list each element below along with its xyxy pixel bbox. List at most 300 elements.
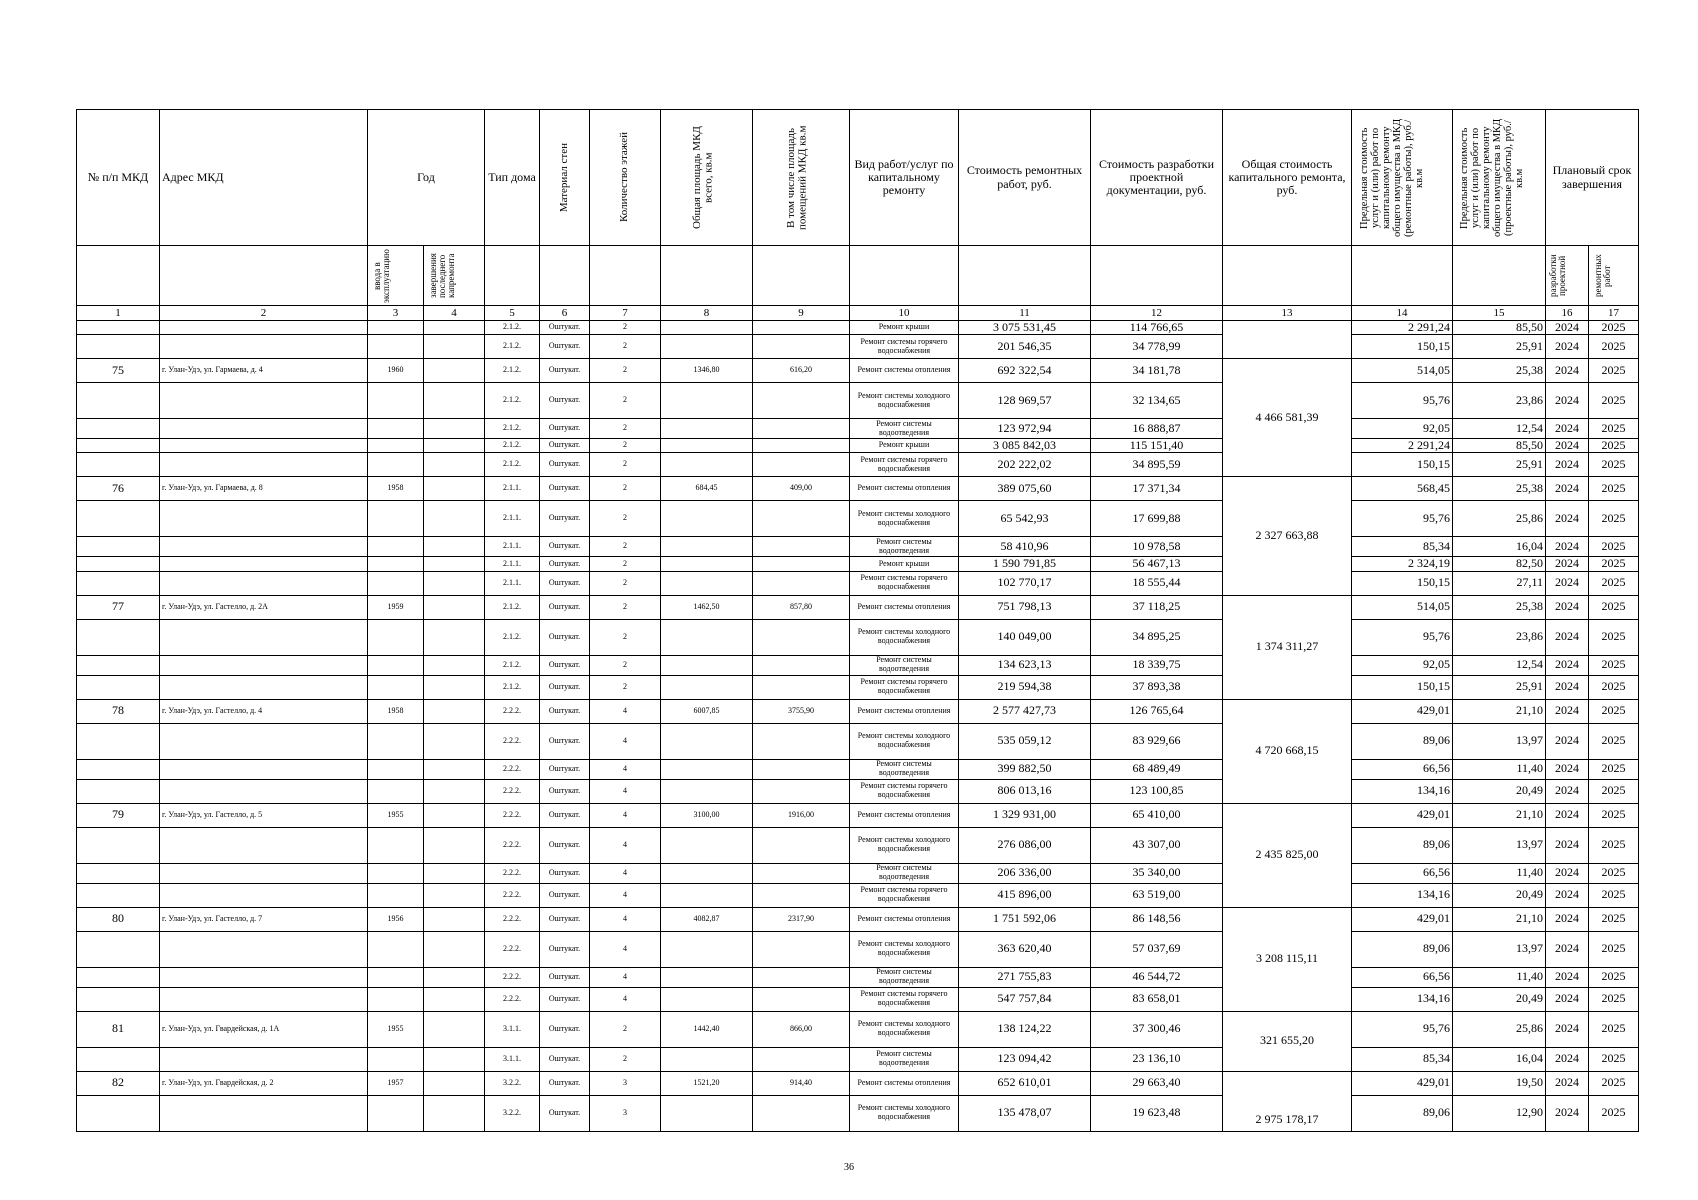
limit-cost-repair-cell: 66,56 (1352, 759, 1453, 779)
commission-year-cell: 1958 (368, 699, 424, 723)
address-cell (160, 779, 368, 803)
repair-cost-cell: 1 751 592,06 (959, 907, 1091, 931)
address-cell (160, 383, 368, 419)
house-type-cell: 2.1.2. (485, 419, 540, 439)
limit-cost-design-cell: 23,86 (1453, 619, 1546, 655)
total-cost-cell: 1 374 311,27 (1223, 595, 1352, 699)
house-type-cell: 2.2.2. (485, 759, 540, 779)
total-area-cell (661, 655, 753, 675)
floors-cell: 2 (590, 619, 661, 655)
work-type-cell: Ремонт крыши (850, 439, 959, 453)
floors-cell: 4 (590, 987, 661, 1011)
table-row (77, 501, 1639, 537)
address-cell (160, 931, 368, 967)
total-area-cell (661, 759, 753, 779)
floors-cell: 2 (590, 439, 661, 453)
last-repair-year-cell (424, 883, 485, 907)
design-deadline-cell: 2024 (1546, 383, 1589, 419)
work-type-cell: Ремонт системы водоотведения (850, 655, 959, 675)
repair-cost-cell: 128 969,57 (959, 383, 1091, 419)
mkd-number-cell (77, 439, 160, 453)
wall-material-cell: Оштукат. (540, 383, 590, 419)
repair-cost-cell: 65 542,93 (959, 501, 1091, 537)
repair-deadline-cell: 2025 (1589, 335, 1639, 359)
repair-cost-cell: 535 059,12 (959, 723, 1091, 759)
premises-area-cell (753, 827, 850, 863)
premises-area-cell (753, 383, 850, 419)
limit-cost-repair-cell: 66,56 (1352, 967, 1453, 987)
mkd-number-cell (77, 987, 160, 1011)
floors-cell: 4 (590, 699, 661, 723)
total-area-cell (661, 863, 753, 883)
last-repair-year-cell (424, 335, 485, 359)
commission-year-cell (368, 1095, 424, 1131)
wall-material-cell: Оштукат. (540, 699, 590, 723)
wall-material-cell: Оштукат. (540, 723, 590, 759)
work-type-cell: Ремонт системы горячего водоснабжения (850, 335, 959, 359)
total-cost-cell: 2 327 663,88 (1223, 477, 1352, 595)
header-wall-material: Материал стен (540, 110, 590, 246)
repair-deadline-cell: 2025 (1589, 967, 1639, 987)
design-deadline-cell: 2024 (1546, 723, 1589, 759)
premises-area-cell: 914,40 (753, 1071, 850, 1095)
work-type-cell: Ремонт системы горячего водоснабжения (850, 779, 959, 803)
limit-cost-design-cell: 19,50 (1453, 1071, 1546, 1095)
table-row (77, 619, 1639, 655)
mkd-number-cell (77, 571, 160, 595)
work-type-cell: Ремонт крыши (850, 321, 959, 335)
table-row (77, 699, 1639, 723)
limit-cost-design-cell: 20,49 (1453, 883, 1546, 907)
total-area-cell: 3100,00 (661, 803, 753, 827)
work-type-cell: Ремонт системы водоотведения (850, 537, 959, 557)
repair-cost-cell: 1 590 791,85 (959, 557, 1091, 571)
last-repair-year-cell (424, 477, 485, 501)
design-cost-cell: 34 895,59 (1091, 453, 1223, 477)
wall-material-cell: Оштукат. (540, 537, 590, 557)
column-number: 2 (160, 306, 368, 321)
house-type-cell: 2.2.2. (485, 803, 540, 827)
repair-deadline-cell: 2025 (1589, 501, 1639, 537)
repair-deadline-cell: 2025 (1589, 1071, 1639, 1095)
mkd-number-cell (77, 557, 160, 571)
header-premises-area: В том числе площадь помещений МКД кв.м (753, 110, 850, 246)
work-type-cell: Ремонт системы отопления (850, 595, 959, 619)
house-type-cell: 2.1.1. (485, 571, 540, 595)
repair-deadline-cell: 2025 (1589, 931, 1639, 967)
repair-cost-cell: 2 577 427,73 (959, 699, 1091, 723)
commission-year-cell (368, 723, 424, 759)
table-row (77, 723, 1639, 759)
limit-cost-design-cell: 25,38 (1453, 359, 1546, 383)
wall-material-cell: Оштукат. (540, 419, 590, 439)
mkd-number-cell (77, 383, 160, 419)
work-type-cell: Ремонт системы холодного водоснабжения (850, 1095, 959, 1131)
floors-cell: 4 (590, 803, 661, 827)
floors-cell: 3 (590, 1095, 661, 1131)
total-area-cell (661, 439, 753, 453)
repair-cost-cell: 276 086,00 (959, 827, 1091, 863)
commission-year-cell: 1956 (368, 907, 424, 931)
work-type-cell: Ремонт системы горячего водоснабжения (850, 453, 959, 477)
house-type-cell: 2.1.1. (485, 537, 540, 557)
address-cell: г. Улан-Удэ, ул. Гастелло, д. 7 (160, 907, 368, 931)
wall-material-cell: Оштукат. (540, 1071, 590, 1095)
address-cell (160, 827, 368, 863)
commission-year-cell: 1955 (368, 1011, 424, 1047)
table-row (77, 655, 1639, 675)
table-row (77, 595, 1639, 619)
limit-cost-repair-cell: 568,45 (1352, 477, 1453, 501)
limit-cost-design-cell: 16,04 (1453, 537, 1546, 557)
last-repair-year-cell (424, 699, 485, 723)
mkd-number-cell (77, 827, 160, 863)
premises-area-cell (753, 501, 850, 537)
address-cell (160, 655, 368, 675)
last-repair-year-cell (424, 453, 485, 477)
limit-cost-design-cell: 23,86 (1453, 383, 1546, 419)
wall-material-cell: Оштукат. (540, 453, 590, 477)
design-cost-cell: 56 467,13 (1091, 557, 1223, 571)
design-deadline-cell: 2024 (1546, 359, 1589, 383)
limit-cost-repair-cell: 134,16 (1352, 987, 1453, 1011)
design-deadline-cell: 2024 (1546, 675, 1589, 699)
design-deadline-cell: 2024 (1546, 759, 1589, 779)
address-cell: г. Улан-Удэ, ул. Гастелло, д. 5 (160, 803, 368, 827)
address-cell (160, 1047, 368, 1071)
house-type-cell: 2.2.2. (485, 827, 540, 863)
house-type-cell: 2.1.2. (485, 619, 540, 655)
table-row (77, 827, 1639, 863)
address-cell: г. Улан-Удэ, ул. Гастелло, д. 4 (160, 699, 368, 723)
design-cost-cell: 63 519,00 (1091, 883, 1223, 907)
commission-year-cell (368, 439, 424, 453)
wall-material-cell: Оштукат. (540, 335, 590, 359)
repair-cost-cell: 652 610,01 (959, 1071, 1091, 1095)
address-cell (160, 571, 368, 595)
house-type-cell: 2.2.2. (485, 779, 540, 803)
last-repair-year-cell (424, 723, 485, 759)
table-row (77, 907, 1639, 931)
limit-cost-repair-cell: 134,16 (1352, 779, 1453, 803)
address-cell: г. Улан-Удэ, ул. Гвардейская, д. 2 (160, 1071, 368, 1095)
commission-year-cell (368, 1047, 424, 1071)
floors-cell: 2 (590, 595, 661, 619)
mkd-number-cell (77, 1047, 160, 1071)
design-deadline-cell: 2024 (1546, 907, 1589, 931)
design-deadline-cell: 2024 (1546, 987, 1589, 1011)
address-cell (160, 453, 368, 477)
table-row (77, 321, 1639, 335)
repair-cost-cell: 3 075 531,45 (959, 321, 1091, 335)
repair-deadline-cell: 2025 (1589, 699, 1639, 723)
mkd-number-cell: 82 (77, 1071, 160, 1095)
design-deadline-cell: 2024 (1546, 557, 1589, 571)
table-row (77, 335, 1639, 359)
limit-cost-design-cell: 20,49 (1453, 987, 1546, 1011)
design-deadline-cell: 2024 (1546, 1095, 1589, 1131)
table-row (77, 863, 1639, 883)
limit-cost-design-cell: 20,49 (1453, 779, 1546, 803)
table-row (77, 537, 1639, 557)
limit-cost-design-cell: 13,97 (1453, 827, 1546, 863)
header-planned-completion: Плановый срок завершения (1546, 110, 1639, 246)
repair-cost-cell: 140 049,00 (959, 619, 1091, 655)
last-repair-year-cell (424, 595, 485, 619)
repair-deadline-cell: 2025 (1589, 675, 1639, 699)
premises-area-cell (753, 619, 850, 655)
floors-cell: 2 (590, 359, 661, 383)
premises-area-cell (753, 987, 850, 1011)
limit-cost-design-cell: 12,54 (1453, 419, 1546, 439)
design-cost-cell: 34 895,25 (1091, 619, 1223, 655)
column-number: 1 (77, 306, 160, 321)
header-limit-cost-design: Предельная стоимость услуг и (или) работ по капитальному ремонту общего имущества в МКД (проектные работы), руб./кв.м (1453, 110, 1546, 246)
limit-cost-design-cell: 25,86 (1453, 1011, 1546, 1047)
address-cell: г. Улан-Удэ, ул. Гармаева, д. 4 (160, 359, 368, 383)
limit-cost-design-cell: 85,50 (1453, 321, 1546, 335)
mkd-number-cell (77, 863, 160, 883)
limit-cost-repair-cell: 150,15 (1352, 675, 1453, 699)
premises-area-cell: 3755,90 (753, 699, 850, 723)
table-row (77, 477, 1639, 501)
commission-year-cell (368, 967, 424, 987)
house-type-cell: 2.1.2. (485, 321, 540, 335)
last-repair-year-cell (424, 501, 485, 537)
total-area-cell: 1462,50 (661, 595, 753, 619)
last-repair-year-cell (424, 967, 485, 987)
premises-area-cell (753, 655, 850, 675)
repair-cost-cell: 399 882,50 (959, 759, 1091, 779)
premises-area-cell (753, 883, 850, 907)
header-floors: Количество этажей (590, 110, 661, 246)
wall-material-cell: Оштукат. (540, 321, 590, 335)
design-cost-cell: 37 893,38 (1091, 675, 1223, 699)
total-area-cell: 4082,87 (661, 907, 753, 931)
limit-cost-repair-cell: 85,34 (1352, 537, 1453, 557)
limit-cost-repair-cell: 92,05 (1352, 419, 1453, 439)
design-deadline-cell: 2024 (1546, 571, 1589, 595)
repair-deadline-cell: 2025 (1589, 595, 1639, 619)
floors-cell: 4 (590, 863, 661, 883)
repair-deadline-cell: 2025 (1589, 321, 1639, 335)
design-cost-cell: 46 544,72 (1091, 967, 1223, 987)
limit-cost-repair-cell: 89,06 (1352, 931, 1453, 967)
limit-cost-repair-cell: 134,16 (1352, 883, 1453, 907)
repair-cost-cell: 3 085 842,03 (959, 439, 1091, 453)
table-row (77, 419, 1639, 439)
commission-year-cell (368, 863, 424, 883)
design-cost-cell: 57 037,69 (1091, 931, 1223, 967)
design-deadline-cell: 2024 (1546, 803, 1589, 827)
column-number: 6 (540, 306, 590, 321)
premises-area-cell (753, 675, 850, 699)
work-type-cell: Ремонт системы водоотведения (850, 967, 959, 987)
table-row (77, 931, 1639, 967)
total-area-cell (661, 1095, 753, 1131)
design-cost-cell: 37 118,25 (1091, 595, 1223, 619)
limit-cost-repair-cell: 89,06 (1352, 1095, 1453, 1131)
commission-year-cell (368, 383, 424, 419)
table-row (77, 1011, 1639, 1047)
address-cell (160, 863, 368, 883)
last-repair-year-cell (424, 619, 485, 655)
header-repair-cost: Стоимость ремонтных работ, руб. (959, 110, 1091, 246)
design-deadline-cell: 2024 (1546, 1071, 1589, 1095)
total-area-cell (661, 557, 753, 571)
subheader-last-repair-year: завершения последнего капремонта (424, 246, 485, 306)
table-row (77, 1071, 1639, 1095)
design-deadline-cell: 2024 (1546, 967, 1589, 987)
wall-material-cell: Оштукат. (540, 655, 590, 675)
repair-cost-cell: 58 410,96 (959, 537, 1091, 557)
design-cost-cell: 23 136,10 (1091, 1047, 1223, 1071)
column-number: 17 (1589, 306, 1639, 321)
last-repair-year-cell (424, 439, 485, 453)
limit-cost-repair-cell: 514,05 (1352, 595, 1453, 619)
commission-year-cell: 1959 (368, 595, 424, 619)
limit-cost-repair-cell: 66,56 (1352, 863, 1453, 883)
wall-material-cell: Оштукат. (540, 803, 590, 827)
commission-year-cell (368, 321, 424, 335)
house-type-cell: 2.2.2. (485, 723, 540, 759)
limit-cost-repair-cell: 514,05 (1352, 359, 1453, 383)
design-deadline-cell: 2024 (1546, 1047, 1589, 1071)
limit-cost-repair-cell: 95,76 (1352, 501, 1453, 537)
repair-deadline-cell: 2025 (1589, 419, 1639, 439)
commission-year-cell (368, 759, 424, 779)
limit-cost-design-cell: 12,54 (1453, 655, 1546, 675)
total-area-cell: 1521,20 (661, 1071, 753, 1095)
floors-cell: 2 (590, 321, 661, 335)
total-area-cell (661, 419, 753, 439)
work-type-cell: Ремонт системы холодного водоснабжения (850, 619, 959, 655)
premises-area-cell (753, 537, 850, 557)
design-cost-cell: 32 134,65 (1091, 383, 1223, 419)
total-area-cell (661, 571, 753, 595)
mkd-number-cell: 79 (77, 803, 160, 827)
total-cost-cell: 4 466 581,39 (1223, 359, 1352, 477)
limit-cost-design-cell: 25,38 (1453, 477, 1546, 501)
floors-cell: 2 (590, 1011, 661, 1047)
design-deadline-cell: 2024 (1546, 453, 1589, 477)
premises-area-cell (753, 557, 850, 571)
total-area-cell (661, 987, 753, 1011)
commission-year-cell: 1958 (368, 477, 424, 501)
house-type-cell: 2.1.2. (485, 383, 540, 419)
floors-cell: 4 (590, 967, 661, 987)
design-cost-cell: 83 658,01 (1091, 987, 1223, 1011)
wall-material-cell: Оштукат. (540, 987, 590, 1011)
header-year: Год (368, 110, 485, 246)
last-repair-year-cell (424, 1095, 485, 1131)
work-type-cell: Ремонт системы водоотведения (850, 863, 959, 883)
header-work-type: Вид работ/услуг по капитальному ремонту (850, 110, 959, 246)
wall-material-cell: Оштукат. (540, 863, 590, 883)
house-type-cell: 2.2.2. (485, 967, 540, 987)
work-type-cell: Ремонт системы отопления (850, 907, 959, 931)
column-number: 14 (1352, 306, 1453, 321)
address-cell (160, 419, 368, 439)
mkd-number-cell: 75 (77, 359, 160, 383)
total-cost-cell: 3 208 115,11 (1223, 907, 1352, 1011)
work-type-cell: Ремонт системы горячего водоснабжения (850, 883, 959, 907)
total-area-cell (661, 779, 753, 803)
floors-cell: 2 (590, 453, 661, 477)
limit-cost-design-cell: 82,50 (1453, 557, 1546, 571)
mkd-number-cell (77, 501, 160, 537)
header-limit-cost-repair: Предельная стоимость услуг и (или) работ по капитальному ремонту общего имущества в МКД (ремонтные работы), руб./кв.м (1352, 110, 1453, 246)
mkd-number-cell (77, 723, 160, 759)
repair-cost-cell: 692 322,54 (959, 359, 1091, 383)
mkd-number-cell (77, 779, 160, 803)
limit-cost-design-cell: 25,91 (1453, 453, 1546, 477)
commission-year-cell: 1960 (368, 359, 424, 383)
house-type-cell: 2.1.2. (485, 439, 540, 453)
limit-cost-repair-cell: 95,76 (1352, 619, 1453, 655)
design-cost-cell: 16 888,87 (1091, 419, 1223, 439)
table-row (77, 359, 1639, 383)
commission-year-cell: 1955 (368, 803, 424, 827)
premises-area-cell (753, 779, 850, 803)
premises-area-cell (753, 723, 850, 759)
limit-cost-design-cell: 11,40 (1453, 863, 1546, 883)
house-type-cell: 2.1.2. (485, 359, 540, 383)
wall-material-cell: Оштукат. (540, 675, 590, 699)
table-row (77, 675, 1639, 699)
floors-cell: 2 (590, 383, 661, 419)
limit-cost-design-cell: 85,50 (1453, 439, 1546, 453)
last-repair-year-cell (424, 419, 485, 439)
design-cost-cell: 43 307,00 (1091, 827, 1223, 863)
commission-year-cell (368, 453, 424, 477)
limit-cost-repair-cell: 429,01 (1352, 803, 1453, 827)
design-cost-cell: 86 148,56 (1091, 907, 1223, 931)
last-repair-year-cell (424, 537, 485, 557)
work-type-cell: Ремонт системы холодного водоснабжения (850, 723, 959, 759)
address-cell (160, 883, 368, 907)
repair-deadline-cell: 2025 (1589, 537, 1639, 557)
mkd-number-cell (77, 1095, 160, 1131)
limit-cost-repair-cell: 89,06 (1352, 723, 1453, 759)
floors-cell: 2 (590, 419, 661, 439)
total-area-cell (661, 723, 753, 759)
work-type-cell: Ремонт системы горячего водоснабжения (850, 675, 959, 699)
repair-cost-cell: 219 594,38 (959, 675, 1091, 699)
last-repair-year-cell (424, 557, 485, 571)
total-area-cell (661, 883, 753, 907)
design-cost-cell: 10 978,58 (1091, 537, 1223, 557)
wall-material-cell: Оштукат. (540, 779, 590, 803)
last-repair-year-cell (424, 1047, 485, 1071)
limit-cost-design-cell: 16,04 (1453, 1047, 1546, 1071)
work-type-cell: Ремонт системы горячего водоснабжения (850, 987, 959, 1011)
last-repair-year-cell (424, 863, 485, 883)
repair-cost-cell: 547 757,84 (959, 987, 1091, 1011)
wall-material-cell: Оштукат. (540, 1095, 590, 1131)
mkd-number-cell: 78 (77, 699, 160, 723)
last-repair-year-cell (424, 359, 485, 383)
column-number: 15 (1453, 306, 1546, 321)
address-cell: г. Улан-Удэ, ул. Гвардейская, д. 1А (160, 1011, 368, 1047)
design-cost-cell: 34 181,78 (1091, 359, 1223, 383)
house-type-cell: 2.2.2. (485, 907, 540, 931)
total-area-cell: 6007,85 (661, 699, 753, 723)
house-type-cell: 2.1.2. (485, 675, 540, 699)
repair-deadline-cell: 2025 (1589, 571, 1639, 595)
column-number: 11 (959, 306, 1091, 321)
limit-cost-design-cell: 25,91 (1453, 335, 1546, 359)
